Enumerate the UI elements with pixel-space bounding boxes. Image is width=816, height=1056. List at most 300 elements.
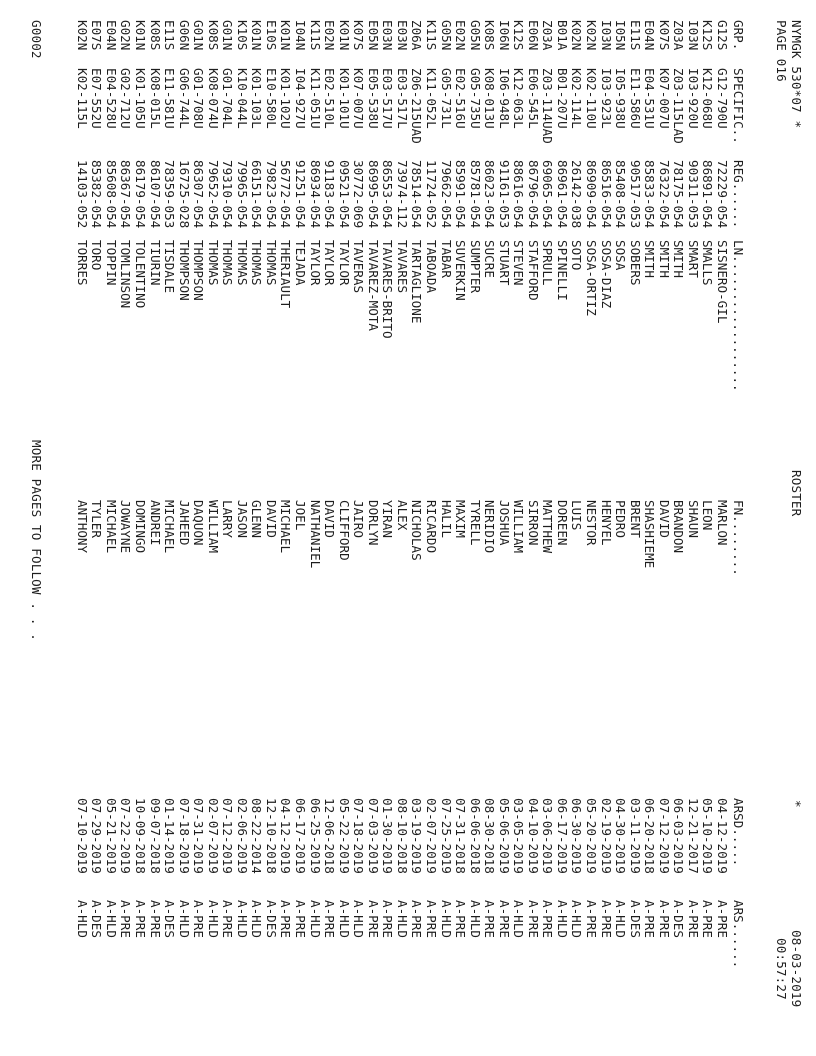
cell-ars: A-HLD: [351, 900, 367, 938]
cell-last-name: SPRULL: [540, 240, 556, 286]
cell-specific: G05-731L: [438, 68, 454, 129]
cell-reg: 85833-054: [642, 160, 658, 229]
cell-first-name: MAXIM: [453, 500, 469, 538]
cell-last-name: TOPPIN: [103, 240, 119, 286]
cell-grp: E06N: [525, 20, 541, 51]
cell-first-name: JOSHUA: [496, 500, 512, 546]
cell-specific: E03-517U: [380, 68, 396, 129]
cell-specific: G01-704L: [220, 68, 236, 129]
cell-reg: 86307-054: [191, 160, 207, 229]
table-row: [584, 0, 599, 1056]
col-specific: SPECIFIC..: [731, 68, 746, 144]
report-time: 00:57:27: [774, 938, 789, 1000]
cell-grp: E05N: [365, 20, 381, 51]
table-row: [191, 0, 206, 1056]
cell-specific: E02-510L: [322, 68, 338, 129]
cell-arsd: 05-22-2019: [336, 798, 352, 874]
cell-reg: 16725-028: [176, 160, 192, 229]
cell-last-name: SMART: [685, 240, 701, 278]
cell-specific: K11-051U: [307, 68, 323, 129]
cell-last-name: SUMPTER: [467, 240, 483, 294]
cell-reg: 86934-054: [307, 160, 323, 229]
cell-first-name: LARRY: [220, 500, 236, 538]
cell-reg: 86995-054: [365, 160, 381, 229]
table-row: [642, 0, 657, 1056]
cell-reg: 30772-069: [351, 160, 367, 229]
cell-last-name: SOSA-DIAZ: [598, 240, 614, 309]
table-row: [570, 0, 585, 1056]
cell-arsd: 12-10-2018: [263, 798, 279, 874]
cell-arsd: 07-12-2019: [656, 798, 672, 874]
cell-grp: I04N: [293, 20, 309, 51]
cell-grp: E11S: [627, 20, 643, 51]
cell-specific: K12-068U: [700, 68, 716, 129]
cell-ars: A-HLD: [234, 900, 250, 938]
cell-specific: B01-207U: [554, 68, 570, 129]
cell-last-name: SMALLS: [700, 240, 716, 286]
cell-reg: 86909-054: [584, 160, 600, 229]
cell-specific: G05-735U: [467, 68, 483, 129]
table-row: [104, 0, 119, 1056]
cell-specific: G06-744L: [176, 68, 192, 129]
cell-first-name: SHAUN: [685, 500, 701, 538]
page-number: PAGE 016: [774, 20, 789, 82]
cell-reg: 78359-053: [162, 160, 178, 229]
report-date: 08-03-2019: [789, 930, 804, 1008]
table-row: [526, 0, 541, 1056]
cell-grp: K08S: [147, 20, 163, 51]
cell-ars: A-PRE: [656, 900, 672, 938]
cell-ars: A-PRE: [220, 900, 236, 938]
table-row: [206, 0, 221, 1056]
cell-ars: A-PRE: [453, 900, 469, 938]
cell-ars: A-HLD: [103, 900, 119, 938]
cell-specific: K08-015L: [147, 68, 163, 129]
cell-first-name: MICHAEL: [103, 500, 119, 554]
cell-ars: A-PRE: [715, 900, 730, 938]
cell-arsd: 02-07-2019: [424, 798, 439, 874]
table-row: [89, 0, 104, 1056]
cell-ars: A-PRE: [525, 900, 541, 938]
cell-reg: 79965-054: [234, 160, 250, 229]
cell-grp: K12S: [700, 20, 716, 51]
cell-arsd: 08-30-2018: [482, 798, 498, 874]
cell-last-name: SOBERS: [627, 240, 643, 286]
cell-ars: A-HLD: [74, 900, 90, 938]
cell-reg: 86553-054: [380, 160, 396, 229]
cell-grp: K02N: [569, 20, 585, 51]
table-row: [118, 0, 133, 1056]
cell-specific: E10-580L: [263, 68, 279, 129]
cell-grp: G05N: [467, 20, 483, 51]
cell-arsd: 07-31-2019: [191, 798, 207, 874]
cell-last-name: TAYLOR: [307, 240, 323, 286]
table-row: [148, 0, 163, 1056]
cell-arsd: 09-07-2018: [147, 798, 163, 874]
cell-last-name: SOTO: [569, 240, 585, 271]
table-row: [671, 0, 686, 1056]
cell-reg: 86023-054: [482, 160, 498, 229]
cell-arsd: 02-19-2019: [598, 798, 614, 874]
cell-ars: A-HLD: [394, 900, 410, 938]
cell-ars: A-PRE: [278, 900, 294, 938]
table-row: [700, 0, 715, 1056]
cell-ars: A-HLD: [511, 900, 527, 938]
cell-grp: K11S: [424, 20, 439, 51]
cell-specific: E06-545L: [525, 68, 541, 129]
cell-first-name: JAHEED: [176, 500, 192, 546]
cell-specific: E11-586U: [627, 68, 643, 129]
cell-last-name: SISNERO-GIL: [715, 240, 730, 324]
cell-first-name: NESTOR: [584, 500, 600, 546]
cell-grp: Z03A: [671, 20, 687, 51]
col-ln: LN..................: [731, 240, 746, 392]
cell-last-name: SMITH: [656, 240, 672, 278]
cell-grp: K02N: [584, 20, 600, 51]
cell-ars: A-PRE: [147, 900, 163, 938]
cell-last-name: SOSA-ORTIZ: [584, 240, 600, 316]
cell-ars: A-PRE: [685, 900, 701, 938]
cell-last-name: TOLENTINO: [133, 240, 148, 309]
cell-first-name: CLIFFORD: [336, 500, 352, 561]
cell-last-name: TISDALE: [162, 240, 178, 294]
header-asterisk: *: [789, 800, 804, 808]
table-row: [628, 0, 643, 1056]
table-row: [715, 0, 730, 1056]
cell-ars: A-PRE: [365, 900, 381, 938]
table-row: [686, 0, 701, 1056]
cell-first-name: MATTHEW: [540, 500, 556, 554]
cell-reg: 26142-038: [569, 160, 585, 229]
cell-ars: A-PRE: [118, 900, 134, 938]
column-header-row: [731, 0, 746, 1056]
cell-arsd: 07-18-2019: [176, 798, 192, 874]
table-row: [337, 0, 352, 1056]
cell-specific: I03-923L: [598, 68, 614, 129]
table-row: [351, 0, 366, 1056]
cell-first-name: BRANDON: [671, 500, 687, 554]
cell-ars: A-PRE: [409, 900, 425, 938]
cell-grp: G12S: [715, 20, 730, 51]
cell-reg: 66151-054: [249, 160, 265, 229]
cell-first-name: TYRELL: [467, 500, 483, 546]
table-row: [279, 0, 294, 1056]
cell-last-name: THOMAS: [234, 240, 250, 286]
cell-arsd: 03-05-2019: [511, 798, 527, 874]
table-row: [220, 0, 235, 1056]
cell-last-name: TORO: [89, 240, 105, 271]
cell-last-name: THERIAULT: [278, 240, 294, 309]
cell-last-name: TARTAGLIONE: [409, 240, 425, 324]
table-row: [177, 0, 192, 1056]
cell-ars: A-DES: [627, 900, 643, 938]
cell-arsd: 03-11-2019: [627, 798, 643, 874]
cell-specific: K10-044L: [234, 68, 250, 129]
cell-first-name: PEDRO: [613, 500, 629, 538]
cell-specific: G12-790U: [715, 68, 730, 129]
cell-specific: K01-103L: [249, 68, 265, 129]
cell-grp: E03N: [380, 20, 396, 51]
cell-reg: 78514-054: [409, 160, 425, 229]
cell-first-name: NATHANIEL: [307, 500, 323, 569]
cell-arsd: 06-20-2018: [642, 798, 658, 874]
cell-specific: K07-007U: [656, 68, 672, 129]
cell-arsd: 03-06-2019: [540, 798, 556, 874]
cell-reg: 91161-053: [496, 160, 512, 229]
cell-ars: A-HLD: [249, 900, 265, 938]
cell-last-name: TAYLOR: [336, 240, 352, 286]
cell-ars: A-PRE: [133, 900, 148, 938]
cell-reg: 91251-054: [293, 160, 309, 229]
table-row: [482, 0, 497, 1056]
cell-grp: E04N: [642, 20, 658, 51]
cell-grp: K08S: [482, 20, 498, 51]
cell-grp: Z03A: [540, 20, 556, 51]
cell-last-name: TIURIN: [147, 240, 163, 286]
table-row: [468, 0, 483, 1056]
cell-last-name: TAVARES-BRITO: [380, 240, 396, 339]
cell-ars: A-PRE: [496, 900, 512, 938]
cell-grp: K01N: [133, 20, 148, 51]
cell-ars: A-PRE: [482, 900, 498, 938]
cell-first-name: DOREEN: [554, 500, 570, 546]
table-row: [439, 0, 454, 1056]
cell-arsd: 02-06-2019: [234, 798, 250, 874]
cell-reg: 14103-052: [74, 160, 90, 229]
cell-first-name: TYLER: [89, 500, 105, 538]
cell-arsd: 07-18-2019: [351, 798, 367, 874]
cell-first-name: HENYEL: [598, 500, 614, 546]
cell-grp: K12S: [511, 20, 527, 51]
cell-reg: 73974-112: [394, 160, 410, 229]
cell-first-name: BRENT: [627, 500, 643, 538]
cell-specific: I03-920U: [685, 68, 701, 129]
cell-arsd: 03-19-2019: [409, 798, 425, 874]
cell-arsd: 12-21-2017: [685, 798, 701, 874]
cell-specific: K08-013U: [482, 68, 498, 129]
cell-reg: 91183-054: [322, 160, 338, 229]
cell-specific: E11-581U: [162, 68, 178, 129]
cell-last-name: TAVAREZ-MOTA: [365, 240, 381, 331]
cell-arsd: 07-31-2018: [453, 798, 469, 874]
cell-first-name: GLENN: [249, 500, 265, 538]
cell-first-name: RICARDO: [424, 500, 439, 554]
cell-first-name: YIRAN: [380, 500, 396, 538]
cell-reg: 88616-054: [511, 160, 527, 229]
cell-reg: 69065-054: [540, 160, 556, 229]
cell-ars: A-HLD: [569, 900, 585, 938]
cell-ars: A-DES: [671, 900, 687, 938]
cell-grp: E02N: [322, 20, 338, 51]
report-title: NYMGK 530*07 *: [789, 20, 804, 129]
cell-ars: A-DES: [162, 900, 178, 938]
cell-ars: A-PRE: [700, 900, 716, 938]
cell-grp: Z06A: [409, 20, 425, 51]
table-row: [75, 0, 90, 1056]
table-row: [453, 0, 468, 1056]
cell-arsd: 07-03-2019: [365, 798, 381, 874]
cell-grp: K01N: [336, 20, 352, 51]
cell-grp: E10S: [263, 20, 279, 51]
cell-last-name: TABAR: [438, 240, 454, 278]
cell-reg: 85991-054: [453, 160, 469, 229]
cell-first-name: JOEL: [293, 500, 309, 531]
cell-specific: E03-517L: [394, 68, 410, 129]
cell-arsd: 02-07-2019: [205, 798, 221, 874]
table-row: [380, 0, 395, 1056]
cell-specific: K02-110U: [584, 68, 600, 129]
table-row: [308, 0, 323, 1056]
cell-arsd: 05-21-2019: [103, 798, 119, 874]
col-arsd: ARSD.....: [731, 798, 746, 867]
cell-last-name: STUART: [496, 240, 512, 286]
cell-reg: 85781-054: [467, 160, 483, 229]
cell-reg: 90311-053: [685, 160, 701, 229]
table-row: [657, 0, 672, 1056]
cell-last-name: SPINELLI: [554, 240, 570, 301]
cell-arsd: 06-30-2019: [569, 798, 585, 874]
cell-last-name: TORRES: [74, 240, 90, 286]
cell-arsd: 05-20-2019: [584, 798, 600, 874]
cell-reg: 86107-054: [147, 160, 163, 229]
cell-grp: K07S: [656, 20, 672, 51]
cell-last-name: STAFFORD: [525, 240, 541, 301]
cell-specific: K11-052L: [424, 68, 439, 129]
cell-grp: K01N: [249, 20, 265, 51]
cell-arsd: 04-10-2019: [525, 798, 541, 874]
cell-first-name: LEON: [700, 500, 716, 531]
cell-grp: K07S: [351, 20, 367, 51]
cell-specific: E04-531U: [642, 68, 658, 129]
cell-reg: 86796-054: [525, 160, 541, 229]
table-row: [366, 0, 381, 1056]
cell-first-name: WILLIAM: [205, 500, 221, 554]
cell-grp: G01N: [220, 20, 236, 51]
cell-first-name: SIRRON: [525, 500, 541, 546]
cell-reg: 56772-054: [278, 160, 294, 229]
cell-first-name: SHASHIEME: [642, 500, 658, 569]
cell-ars: A-PRE: [191, 900, 207, 938]
cell-arsd: 08-22-2014: [249, 798, 265, 874]
cell-first-name: JASON: [234, 500, 250, 538]
cell-last-name: THOMAS: [220, 240, 236, 286]
cell-reg: 86961-054: [554, 160, 570, 229]
table-row: [264, 0, 279, 1056]
cell-ars: A-PRE: [642, 900, 658, 938]
cell-last-name: THOMPSON: [176, 240, 192, 301]
cell-first-name: DAVID: [263, 500, 279, 538]
table-row: [424, 0, 439, 1056]
cell-ars: A-HLD: [307, 900, 323, 938]
cell-specific: G01-708U: [191, 68, 207, 129]
cell-reg: 79652-054: [205, 160, 221, 229]
table-row: [599, 0, 614, 1056]
cell-reg: 86891-054: [700, 160, 716, 229]
table-row: [235, 0, 250, 1056]
cell-arsd: 01-14-2019: [162, 798, 178, 874]
cell-arsd: 06-17-2019: [554, 798, 570, 874]
cell-arsd: 07-12-2019: [220, 798, 236, 874]
cell-ars: A-PRE: [584, 900, 600, 938]
cell-specific: Z03-115LAD: [671, 68, 687, 144]
cell-first-name: DORLYN: [365, 500, 381, 546]
cell-grp: K08S: [205, 20, 221, 51]
cell-last-name: SUVERKIN: [453, 240, 469, 301]
table-row: [293, 0, 308, 1056]
cell-reg: 76322-054: [656, 160, 672, 229]
cell-first-name: ALEX: [394, 500, 410, 531]
cell-last-name: TOMLINSON: [118, 240, 134, 309]
cell-reg: 09521-054: [336, 160, 352, 229]
cell-arsd: 04-12-2019: [715, 798, 730, 874]
col-grp: GRP.: [731, 20, 746, 51]
cell-arsd: 08-10-2018: [394, 798, 410, 874]
cell-arsd: 07-10-2019: [74, 798, 90, 874]
cell-ars: A-DES: [89, 900, 105, 938]
cell-reg: 72229-054: [715, 160, 730, 229]
table-row: [162, 0, 177, 1056]
cell-arsd: 06-03-2019: [671, 798, 687, 874]
cell-reg: 86516-054: [598, 160, 614, 229]
cell-specific: K08-074U: [205, 68, 221, 129]
cell-specific: K02-115L: [74, 68, 90, 129]
cell-first-name: JAIRO: [351, 500, 367, 538]
table-row: [395, 0, 410, 1056]
cell-arsd: 10-09-2018: [133, 798, 148, 874]
cell-grp: B01A: [554, 20, 570, 51]
cell-ars: A-HLD: [205, 900, 221, 938]
cell-ars: A-PRE: [598, 900, 614, 938]
cell-ars: A-HLD: [438, 900, 454, 938]
col-fn: FN........: [731, 500, 746, 576]
cell-first-name: DAVID: [656, 500, 672, 538]
more-pages-note: MORE PAGES TO FOLLOW . . .: [29, 440, 44, 642]
cell-ars: A-PRE: [293, 900, 309, 938]
cell-first-name: WILLIAM: [511, 500, 527, 554]
cell-specific: Z06-215UAD: [409, 68, 425, 144]
cell-arsd: 01-30-2019: [380, 798, 396, 874]
cell-specific: G02-712U: [118, 68, 134, 129]
cell-first-name: LUIS: [569, 500, 585, 531]
cell-first-name: ANDREI: [147, 500, 163, 546]
cell-ars: A-PRE: [424, 900, 439, 938]
table-row: [555, 0, 570, 1056]
cell-reg: 79823-054: [263, 160, 279, 229]
cell-arsd: 12-06-2018: [322, 798, 338, 874]
cell-last-name: THOMPSON: [191, 240, 207, 301]
cell-last-name: THOMAS: [205, 240, 221, 286]
cell-grp: E04N: [103, 20, 119, 51]
cell-last-name: TAYLOR: [322, 240, 338, 286]
table-row: [322, 0, 337, 1056]
cell-specific: Z03-114UAD: [540, 68, 556, 144]
cell-grp: G06N: [176, 20, 192, 51]
cell-first-name: HALIL: [438, 500, 454, 538]
table-row: [613, 0, 628, 1056]
cell-specific: I05-938U: [613, 68, 629, 129]
cell-grp: K02N: [74, 20, 90, 51]
table-row: [409, 0, 424, 1056]
cell-specific: K01-101U: [336, 68, 352, 129]
cell-grp: K10S: [234, 20, 250, 51]
col-reg: REG......: [731, 160, 746, 229]
cell-ars: A-HLD: [554, 900, 570, 938]
cell-last-name: THOMAS: [249, 240, 265, 286]
cell-grp: G02N: [118, 20, 134, 51]
cell-reg: 85608-054: [103, 160, 119, 229]
cell-first-name: NICHOLAS: [409, 500, 425, 561]
cell-specific: K01-105U: [133, 68, 148, 129]
